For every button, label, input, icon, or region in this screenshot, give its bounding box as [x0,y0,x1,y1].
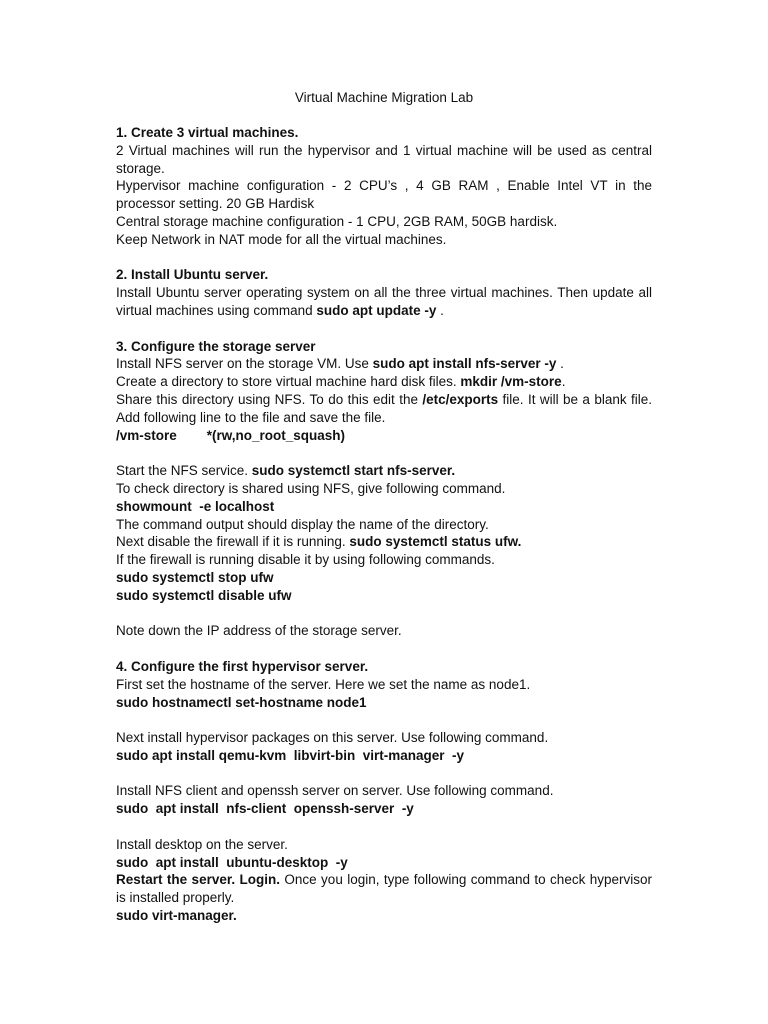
section-3-line-3-text: Share this directory using NFS. To do this edit the [116,391,423,407]
section-2-heading [116,266,652,284]
command-apt-update: sudo apt update -y [316,302,437,318]
document-body [116,124,652,925]
command-disable-ufw: sudo systemctl disable ufw [116,587,292,603]
section-1-para-1: 2 Virtual machines will run the hypervisor and 1 virtual machine will be used as central storage. [116,142,652,176]
section-1-para-3: Central storage machine configuration - 1 CPU, 2GB RAM, 50GB hardisk. [116,213,558,229]
section-4-line-1: First set the hostname of the server. Here we set the name as node1. [116,676,531,692]
spacer [116,765,652,783]
section-1-heading [116,124,652,142]
command-mkdir: mkdir /vm-store [460,374,562,390]
section-3-line-4 [116,427,652,445]
section-2-para-1 [116,284,652,320]
command-stop-ufw: sudo systemctl stop ufw [116,569,274,585]
section-2-heading-text: 2. Install Ubuntu server. [116,267,269,283]
section-4-line-6 [116,800,652,818]
command-status-ufw: sudo systemctl status ufw. [349,534,522,550]
command-start-nfs: sudo systemctl start nfs-server. [251,463,456,479]
section-4-line-8 [116,854,652,872]
command-install-qemu: sudo apt install qemu-kvm libvirt-bin virt-manager -y [116,747,465,763]
spacer [116,249,652,267]
section-3-line-2-end: . [561,374,566,390]
section-3-line-5 [116,462,652,480]
section-3-heading [116,338,652,356]
section-3-line-7 [116,498,652,516]
section-4-line-2 [116,694,652,712]
section-3-line-11 [116,569,652,587]
spacer [116,640,652,658]
section-3-line-3 [116,391,652,427]
section-4-line-7: Install desktop on the server. [116,836,288,852]
section-3-line-1-text: Install NFS server on the storage VM. Use [116,356,373,372]
command-set-hostname: sudo hostnamectl set-hostname node1 [116,694,367,710]
document-title: Virtual Machine Migration Lab [294,90,474,105]
section-3-line-12 [116,587,652,605]
section-3-line-2-text: Create a directory to store virtual machine hard disk files. [116,374,461,390]
section-4-line-3: Next install hypervisor packages on this server. Use following command. [116,730,549,746]
command-virt-manager: sudo virt-manager. [116,908,237,924]
spacer [116,444,652,462]
section-3-line-5-text: Start the NFS service. [116,463,252,479]
section-3-line-10: If the firewall is running disable it by using following commands. [116,552,495,568]
section-3-line-9-text: Next disable the firewall if it is running. [116,534,350,550]
section-3-line-6: To check directory is shared using NFS, give following command. [116,480,506,496]
section-2-para-1-end: . [436,302,444,318]
section-4-line-9-text: Once you login, type following command to check hypervisor is installed properly. [116,872,652,906]
section-1-para-4: Keep Network in NAT mode for all the virtual machines. [116,231,447,247]
spacer [116,320,652,338]
spacer [116,711,652,729]
section-4-line-9 [116,871,652,907]
section-3-line-8: The command output should display the name of the directory. [116,516,489,532]
command-install-nfs-server: sudo apt install nfs-server -y [372,356,557,372]
command-install-nfs-client: sudo apt install nfs-client openssh-server -y [116,801,414,817]
exports-file-path: /etc/exports [422,391,499,407]
section-3-line-1-end: . [556,356,564,372]
section-2-para-1-text: Install Ubuntu server operating system on all the three virtual machines. Then update all virtual machines using command [116,285,652,318]
section-4-heading-text: 4. Configure the first hypervisor server. [116,658,369,674]
section-4-heading [116,658,652,676]
section-3-line-9 [116,533,652,551]
section-3-line-2 [116,373,652,391]
section-4-line-10 [116,907,652,925]
restart-login-instruction: Restart the server. Login. [116,872,280,888]
section-3-heading-text: 3. Configure the storage server [116,338,316,354]
section-4-line-5: Install NFS client and openssh server on server. Use following command. [116,783,554,799]
section-1-heading-text: 1. Create 3 virtual machines. [116,125,299,140]
section-4-line-4 [116,747,652,765]
command-install-desktop: sudo apt install ubuntu-desktop -y [116,854,348,870]
section-3-line-13: Note down the IP address of the storage server. [116,623,402,639]
section-3-line-3-end: file. It will be a blank file. Add following line to the file and save the file. [116,391,652,425]
section-3-line-1 [116,355,652,373]
exports-entry: /vm-store *(rw,no_root_squash) [116,427,346,443]
spacer [116,605,652,623]
section-1-para-2: Hypervisor machine configuration - 2 CPU’s , 4 GB RAM , Enable Intel VT in the processor setting. 20 GB Hardisk [116,178,652,212]
command-showmount: showmount -e localhost [116,498,275,514]
spacer [116,818,652,836]
